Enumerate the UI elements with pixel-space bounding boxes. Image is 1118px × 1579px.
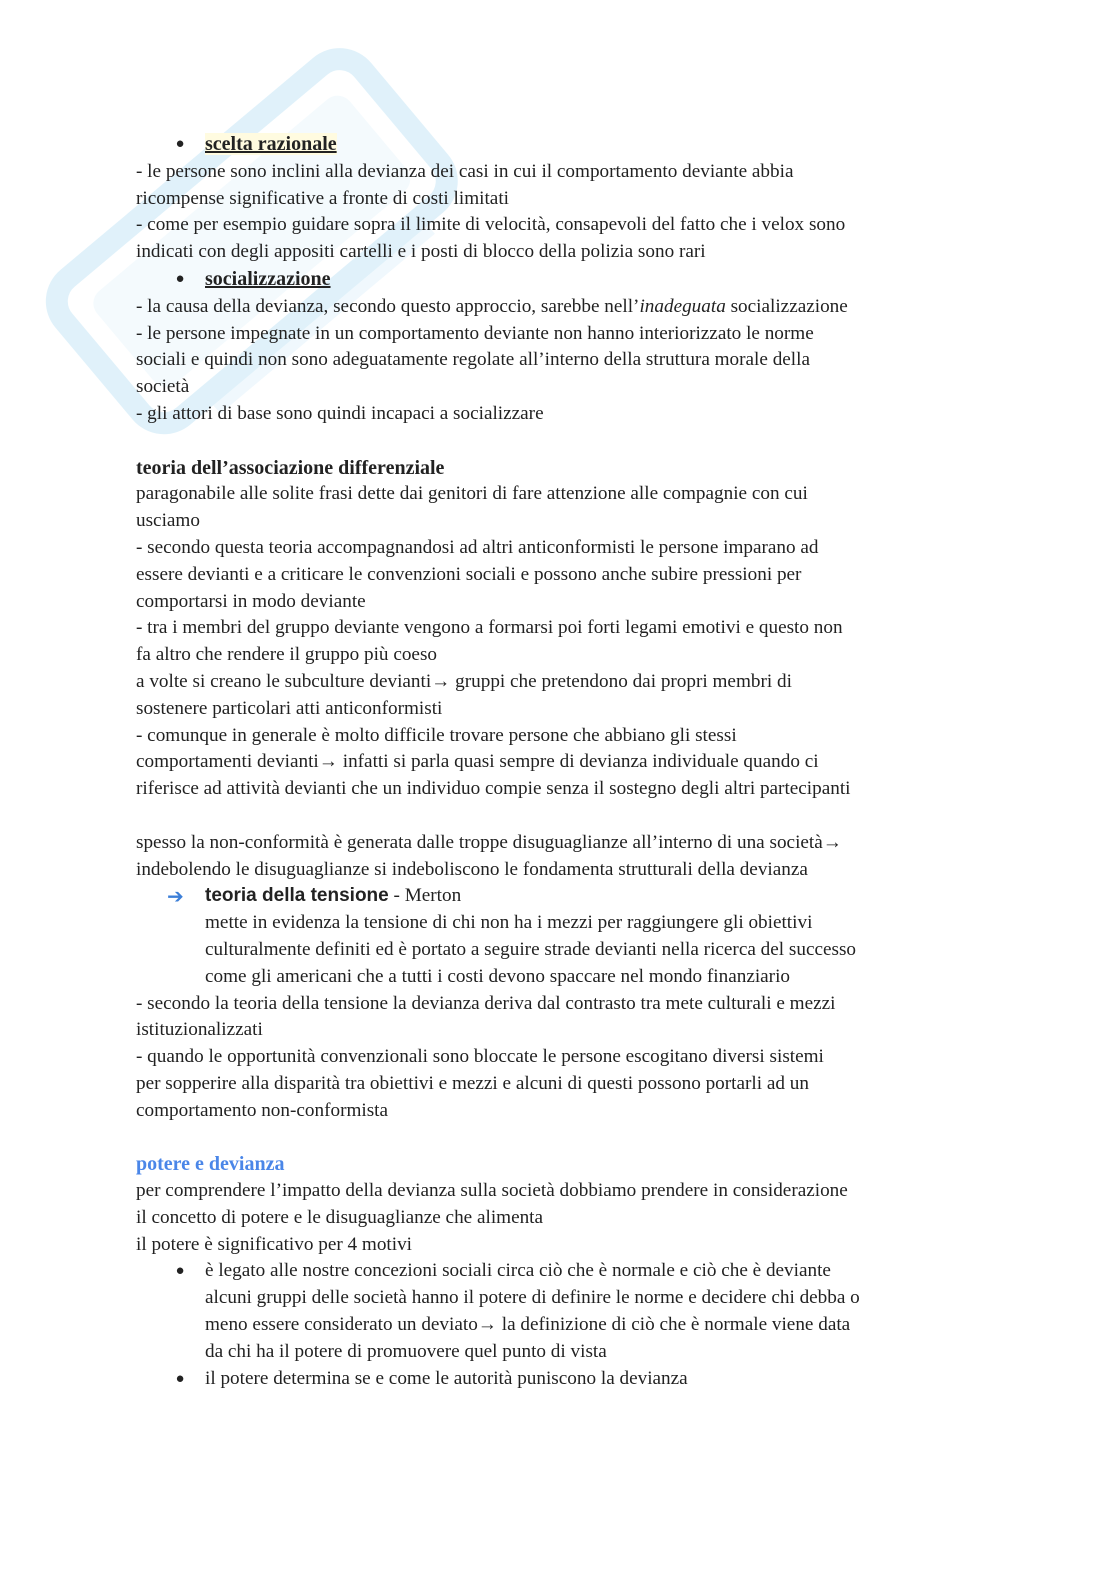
text-line: usciamo [136,510,200,532]
text-line: come gli americani che a tutti i costi devono spaccare nel mondo finanziario [205,965,790,987]
bullet-socializzazione [136,266,996,294]
bullet-dot: ● [175,136,185,152]
text-line: - le persone impegnate in un comportamento deviante non hanno interiorizzato le norme [136,322,814,344]
text-line: indebolendo le disuguaglianze si indeboliscono le fondamenta strutturali della devianza [136,858,808,880]
text-line: - tra i membri del gruppo deviante vengono a formarsi poi forti legami emotivi e questo non [136,617,843,639]
text-line: spesso la non-conformità è generata dalle troppe disuguaglianze all’interno di una società→ [136,831,842,853]
text-line: per comprendere l’impatto della devianza sulla società dobbiamo prendere in considerazione [136,1180,848,1202]
text-line: a volte si creano le subculture devianti→ gruppi che pretendono dai propri membri di [136,670,792,692]
text-line: - quando le opportunità convenzionali sono bloccate le persone escogitano diversi sistemi [136,1046,824,1068]
text-line: comportarsi in modo deviante [136,590,366,612]
arrow-right-icon: ➔ [167,884,184,909]
heading-teoria-tensione: teoria della tensione [205,885,389,907]
list-item [136,1258,996,1285]
text-span: è legato alle nostre concezioni sociali circa ciò che è normale e ciò che è deviante [205,1260,831,1282]
heading-potere-devianza: potere e devianza [136,1153,285,1176]
text-line: mette in evidenza la tensione di chi non ha i mezzi per raggiungere gli obiettivi [205,912,813,934]
heading-scelta-razionale: scelta razionale [205,133,337,155]
bullet-dot: ● [175,1370,185,1387]
text-line: paragonabile alle solite frasi dette dai genitori di fare attenzione alle compagnie con cui [136,483,808,505]
bullet-teoria-tensione [136,883,996,910]
bullet-scelta-razionale [136,131,996,159]
text-line: meno essere considerato un deviato→ la definizione di ciò che è normale viene data [205,1314,851,1336]
heading-associazione: teoria dell’associazione differenziale [136,456,445,479]
heading-socializzazione: socializzazione [205,267,331,290]
list-item [136,1366,996,1393]
text-line: società [136,376,190,398]
text-line: - comunque in generale è molto difficile trovare persone che abbiano gli stessi [136,724,737,746]
text-line: - gli attori di base sono quindi incapaci a socializzare [136,402,544,424]
text-line: alcuni gruppi delle società hanno il potere di definire le norme e decidere chi debba o [205,1287,860,1309]
italic-span: inadeguata [639,295,726,317]
text-line: per sopperire alla disparità tra obiettivi e mezzi e alcuni di questi possono portarli ad un [136,1072,809,1094]
text-line: il concetto di potere e le disuguaglianze che alimenta [136,1206,544,1228]
text-line: il potere è significativo per 4 motivi [136,1233,413,1255]
text-line: indicati con degli appositi cartelli e i posti di blocco della polizia sono rari [136,241,706,263]
text-line: - secondo la teoria della tensione la devianza deriva dal contrasto tra mete culturali e mezzi [136,992,836,1014]
text-line: fa altro che rendere il gruppo più coeso [136,644,438,666]
text-line: - secondo questa teoria accompagnandosi ad altri anticonformisti le persone imparano ad [136,536,819,558]
bullet-dot: ● [175,1263,185,1280]
text-line: comportamenti devianti→ infatti si parla quasi sempre di devianza individuale quando ci [136,751,819,773]
text-line: essere devianti e a criticare le convenzioni sociali e possono anche subire pressioni per [136,563,802,585]
text-line: da chi ha il potere di promuovere quel punto di vista [205,1340,607,1362]
text-span: socializzazione [725,295,848,317]
text-line: - come per esempio guidare sopra il limite di velocità, consapevoli del fatto che i velox sono [136,214,846,236]
text-line: - le persone sono inclini alla devianza dei casi in cui il comportamento deviante abbia [136,160,794,182]
document-body [136,131,996,1392]
bullet-dot: ● [175,270,185,287]
text-line: ricompense significative a fronte di costi limitati [136,187,509,209]
text-line: istituzionalizzati [136,1019,263,1041]
text-span: il potere determina se e come le autorità puniscono la devianza [205,1367,688,1389]
text-line: sostenere particolari atti anticonformisti [136,697,443,719]
text-line: riferisce ad attività devianti che un individuo compie senza il sostegno degli altri partecipanti [136,778,851,800]
text-span: - la causa della devianza, secondo questo approccio, sarebbe nell’ [136,295,640,317]
text-line: sociali e quindi non sono adeguatamente regolate all’interno della struttura morale della [136,349,810,371]
author-merton: - Merton [388,885,462,907]
text-line: comportamento non-conformista [136,1099,389,1121]
text-line: culturalmente definiti ed è portato a seguire strade devianti nella ricerca del successo [205,938,857,960]
text-line [136,294,996,321]
